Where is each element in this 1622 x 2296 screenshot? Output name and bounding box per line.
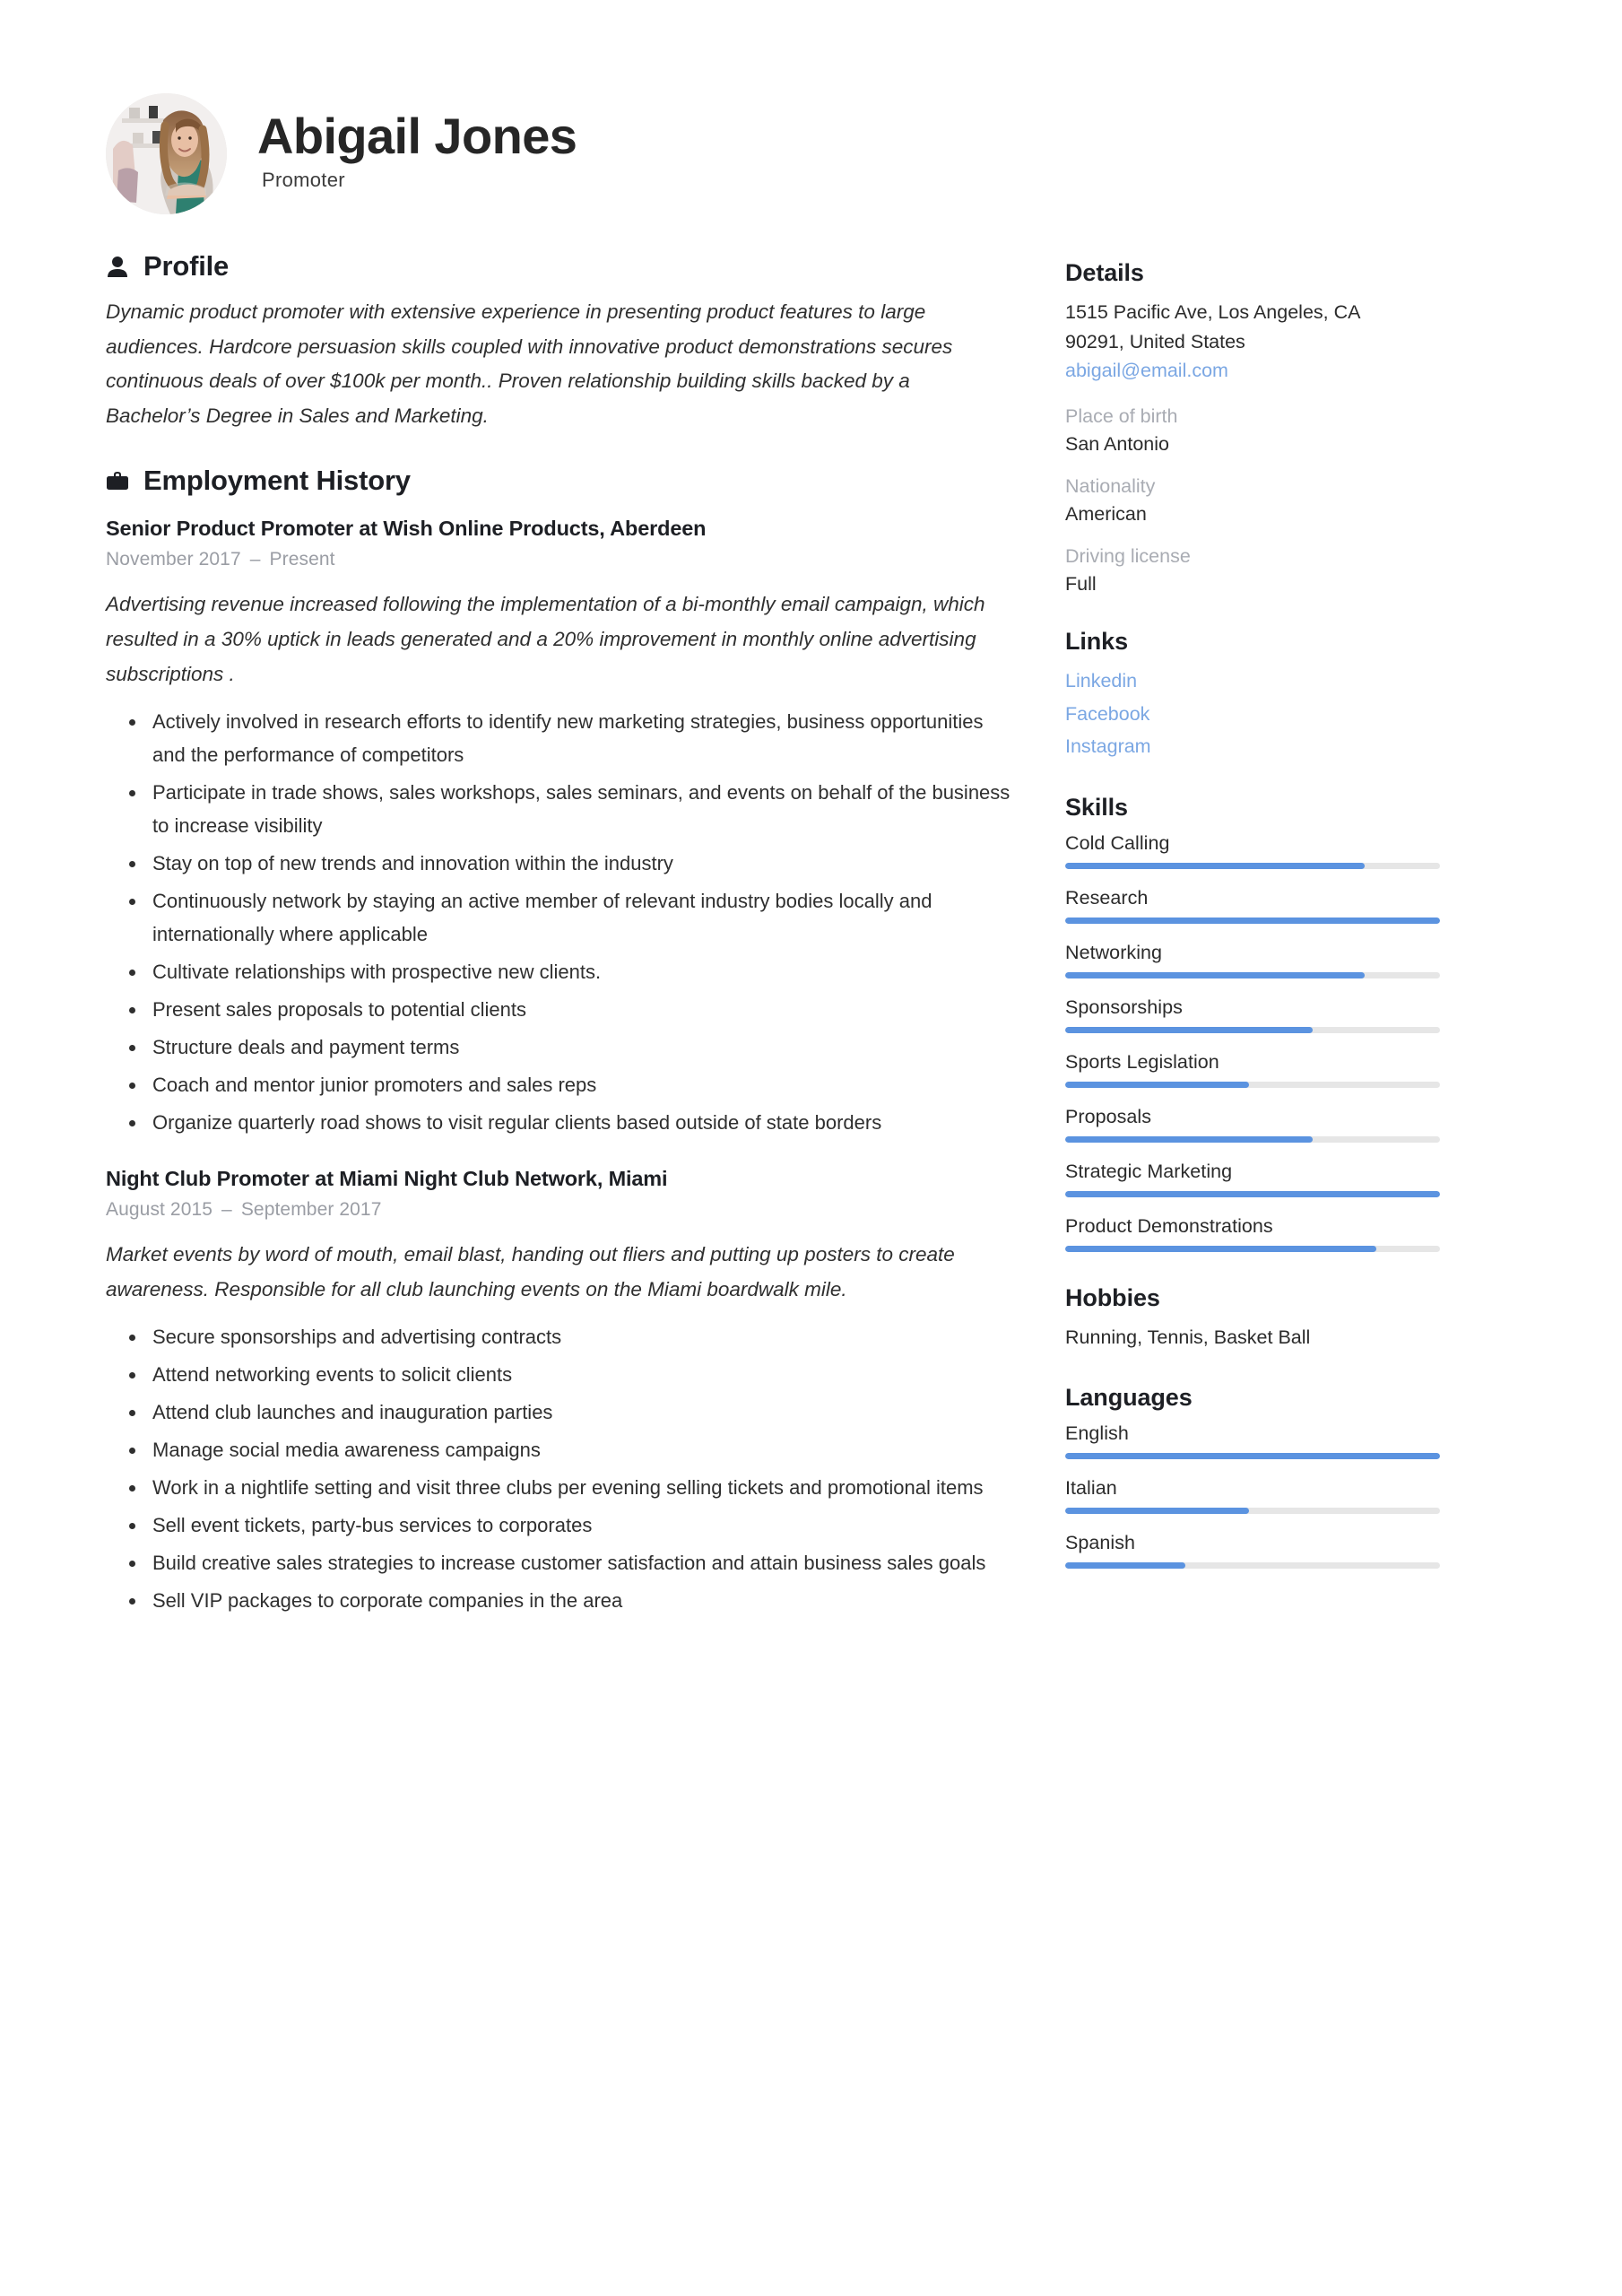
sidebar-block-skills — [1065, 794, 1446, 1252]
sidebar-title-hobbies: Hobbies — [1065, 1284, 1160, 1312]
list-item: Structure deals and payment terms — [115, 1031, 1011, 1065]
profile-heading — [106, 250, 1011, 283]
language-label: Spanish — [1065, 1532, 1136, 1554]
detail-nationality — [1065, 475, 1446, 526]
skill-meter-track — [1065, 1027, 1440, 1033]
sidebar-block-details — [1065, 259, 1446, 596]
job-end-date: September 2017 — [240, 1198, 382, 1220]
job-summary: Advertising revenue increased following the implementation of a bi-monthly email campaign, which resulted in a 30% uptick in leads generated and a 20% improvement in monthly online advertising subscriptions . — [106, 592, 985, 686]
list-item: Build creative sales strategies to increase customer satisfaction and attain business sales goals — [115, 1547, 1011, 1580]
skill-label: Cold Calling — [1065, 832, 1170, 855]
profile-text: Dynamic product promoter with extensive experience in presenting product features to large audiences. Hardcore persuasion skills coupled with innovative product demonstrations secures continuous deals of over $100k per month.. Proven relationship building skills backed by a Bachelor’s Degree in Sales and Marketing. — [106, 300, 953, 428]
section-profile — [106, 250, 1011, 434]
language-label: Italian — [1065, 1477, 1117, 1500]
job-bullet-list — [115, 1321, 1011, 1618]
skill-meter-track — [1065, 1191, 1440, 1197]
briefcase-icon — [106, 467, 129, 494]
resume-header — [0, 0, 1622, 214]
skill-label: Sports Legislation — [1065, 1051, 1219, 1074]
section-title-profile: Profile — [143, 250, 230, 282]
list-item: Actively involved in research efforts to identify new marketing strategies, business opportunities and the performance of competitors — [115, 706, 1011, 772]
date-dash: – — [221, 1198, 232, 1220]
section-employment — [106, 465, 1011, 1618]
sidebar-block-hobbies — [1065, 1284, 1446, 1352]
identity-block — [257, 110, 577, 197]
sidebar-block-links — [1065, 628, 1446, 761]
language-row — [1065, 1477, 1446, 1514]
employment-entry — [106, 1167, 1011, 1618]
skill-row — [1065, 1161, 1446, 1197]
resume-body — [0, 214, 1622, 1648]
skill-row — [1065, 1215, 1446, 1252]
job-dates — [106, 549, 1011, 570]
address-line-2: 90291, United States — [1065, 330, 1245, 352]
list-item: Attend club launches and inauguration parties — [115, 1396, 1011, 1430]
skill-label: Sponsorships — [1065, 996, 1183, 1019]
language-meter-track — [1065, 1453, 1440, 1459]
list-item: Cultivate relationships with prospective new clients. — [115, 956, 1011, 989]
sidebar-block-languages — [1065, 1384, 1446, 1569]
job-title: Promoter — [262, 168, 345, 191]
skill-meter-fill — [1065, 1027, 1313, 1033]
list-item: Stay on top of new trends and innovation within the industry — [115, 848, 1011, 881]
skill-meter-track — [1065, 972, 1440, 978]
skill-meter-track — [1065, 1246, 1440, 1252]
email-link[interactable]: abigail@email.com — [1065, 360, 1228, 382]
avatar — [106, 93, 227, 214]
profile-photo-icon — [106, 93, 227, 214]
job-start-date: November 2017 — [106, 548, 241, 570]
page-title: Abigail Jones — [257, 108, 577, 165]
job-end-date: Present — [269, 548, 335, 570]
skill-meter-fill — [1065, 1136, 1313, 1143]
link-facebook[interactable]: Facebook — [1065, 702, 1150, 725]
job-dates — [106, 1199, 1011, 1221]
language-label: English — [1065, 1422, 1129, 1445]
language-meter-track — [1065, 1562, 1440, 1569]
skill-meter-fill — [1065, 918, 1440, 924]
job-bullet-list — [115, 706, 1011, 1139]
sidebar-title-details: Details — [1065, 259, 1144, 286]
language-meter-fill — [1065, 1508, 1249, 1514]
skill-label: Product Demonstrations — [1065, 1215, 1273, 1238]
skill-meter-fill — [1065, 1082, 1249, 1088]
skill-row — [1065, 832, 1446, 869]
skill-meter-track — [1065, 1136, 1440, 1143]
list-item: Manage social media awareness campaigns — [115, 1434, 1011, 1467]
skill-row — [1065, 1106, 1446, 1143]
skill-meter-track — [1065, 918, 1440, 924]
employment-heading — [106, 465, 1011, 497]
list-item: Participate in trade shows, sales workshops, sales seminars, and events on behalf of the business to increase visibility — [115, 777, 1011, 843]
list-item: Continuously network by staying an active member of relevant industry bodies locally and internationally where applicable — [115, 885, 1011, 952]
job-summary: Market events by word of mouth, email blast, handing out fliers and putting up posters to create awareness. Responsible for all club launching events on the Miami boardwalk mile. — [106, 1242, 955, 1300]
detail-driving-license — [1065, 545, 1446, 596]
skill-meter-fill — [1065, 972, 1365, 978]
list-item: Coach and mentor junior promoters and sales reps — [115, 1069, 1011, 1102]
detail-value: San Antonio — [1065, 433, 1169, 456]
detail-label: Nationality — [1065, 475, 1156, 498]
list-item: Attend networking events to solicit clients — [115, 1359, 1011, 1392]
list-item: Work in a nightlife setting and visit three clubs per evening selling tickets and promotional items — [115, 1472, 1011, 1505]
skill-meter-track — [1065, 863, 1440, 869]
address-line-1: 1515 Pacific Ave, Los Angeles, CA — [1065, 301, 1361, 323]
detail-place-of-birth — [1065, 405, 1446, 456]
sidebar-title-links: Links — [1065, 628, 1129, 656]
employment-entry — [106, 517, 1011, 1140]
skill-meter-fill — [1065, 1191, 1440, 1197]
section-title-employment: Employment History — [143, 464, 411, 496]
detail-label: Driving license — [1065, 545, 1191, 568]
skill-row — [1065, 887, 1446, 924]
language-meter-fill — [1065, 1453, 1440, 1459]
detail-label: Place of birth — [1065, 405, 1178, 428]
list-item: Sell event tickets, party-bus services to corporates — [115, 1509, 1011, 1543]
sidebar-title-languages: Languages — [1065, 1384, 1193, 1412]
link-linkedin[interactable]: Linkedin — [1065, 670, 1138, 692]
list-item: Organize quarterly road shows to visit regular clients based outside of state borders — [115, 1107, 1011, 1140]
sidebar-title-skills: Skills — [1065, 794, 1128, 822]
skill-meter-track — [1065, 1082, 1440, 1088]
skill-label: Proposals — [1065, 1106, 1152, 1128]
skill-label: Research — [1065, 887, 1149, 909]
language-meter-fill — [1065, 1562, 1185, 1569]
main-column — [106, 250, 1011, 1648]
sidebar-column — [1065, 250, 1446, 1601]
language-meter-track — [1065, 1508, 1440, 1514]
hobbies-text: Running, Tennis, Basket Ball — [1065, 1326, 1311, 1349]
skill-meter-fill — [1065, 1246, 1376, 1252]
list-item: Sell VIP packages to corporate companies in the area — [115, 1585, 1011, 1618]
list-item: Present sales proposals to potential clients — [115, 994, 1011, 1027]
job-heading: Senior Product Promoter at Wish Online Products, Aberdeen — [106, 516, 707, 540]
job-heading: Night Club Promoter at Miami Night Club Network, Miami — [106, 1166, 668, 1190]
skill-row — [1065, 996, 1446, 1033]
job-start-date: August 2015 — [106, 1198, 213, 1220]
skill-label: Strategic Marketing — [1065, 1161, 1233, 1183]
language-row — [1065, 1422, 1446, 1459]
user-icon — [106, 253, 129, 280]
detail-value: American — [1065, 503, 1147, 526]
skill-row — [1065, 1051, 1446, 1088]
link-instagram[interactable]: Instagram — [1065, 735, 1151, 758]
skill-meter-fill — [1065, 863, 1365, 869]
list-item: Secure sponsorships and advertising contracts — [115, 1321, 1011, 1354]
date-dash: – — [249, 548, 261, 570]
detail-value: Full — [1065, 573, 1097, 596]
skill-label: Networking — [1065, 942, 1163, 964]
language-row — [1065, 1532, 1446, 1569]
skill-row — [1065, 942, 1446, 978]
